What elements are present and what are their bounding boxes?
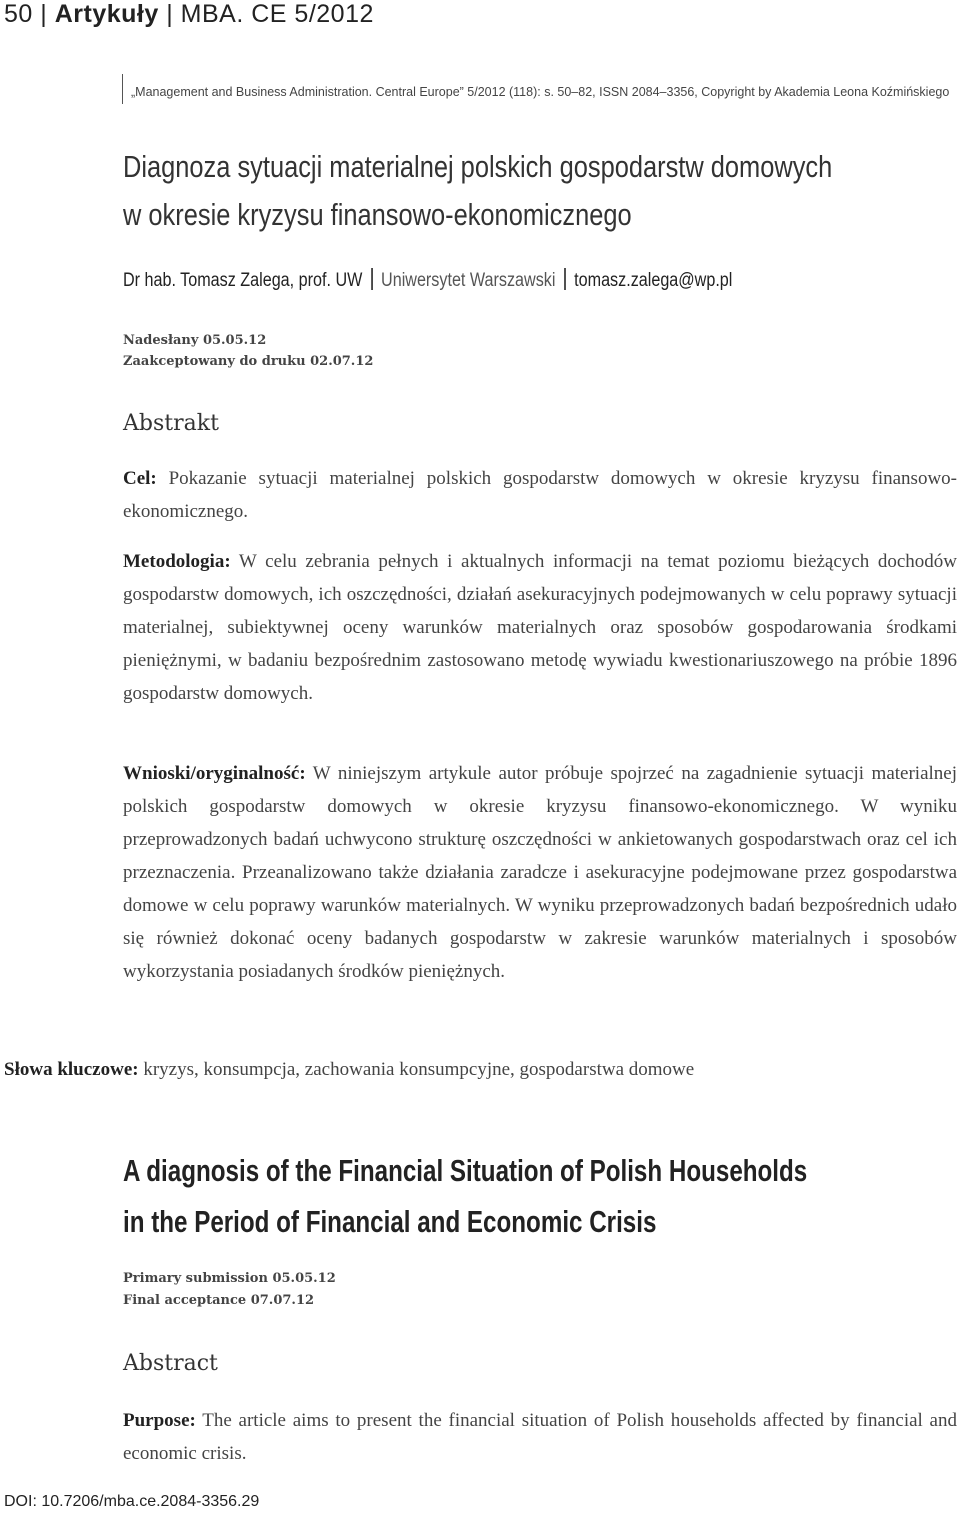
keywords (4, 1059, 694, 1081)
citation: „Management and Business Administration. Central Europe” 5/2012 (118): s. 50–82, ISSN 2084–3356, Copyright by Akademia Leona Koźmińskiego (131, 85, 950, 99)
separator (371, 268, 373, 290)
purpose-label: Purpose: (123, 1410, 196, 1431)
date-submitted: Nadesłany 05.05.12 (123, 333, 267, 348)
date-final-acceptance: Final acceptance 07.07.12 (123, 1293, 315, 1308)
keywords-label: Słowa kluczowe: (4, 1059, 139, 1080)
doi[interactable]: DOI: 10.7206/mba.ce.2084-3356.29 (4, 1493, 260, 1510)
title-english-line-1: A diagnosis of the Financial Situation of Polish Households (123, 1153, 808, 1188)
citation-rule (122, 74, 123, 104)
separator (564, 268, 566, 290)
journal-issue: MBA. CE 5/2012 (180, 0, 374, 28)
author-email[interactable]: tomasz.zalega@wp.pl (574, 270, 733, 291)
running-header (4, 0, 374, 29)
wnioski-text: W niniejszym artykule autor próbuje spojrzeć na zagadnienie sytuacji materialnej polskich gospodarstw domowych w okresie kryzysu finansowo-ekonomicznego. W wyniku przeprowadzonych badań uchwycono strukturę oszczędności w ankietowanych gospodarstwach oraz cel ich przeznaczenia. Przeanalizowano także działania zaradcze i asekuracyjne podejmowane przez gospodarstwa domowe w celu poprawy warunków materialnych. W wyniku przeprowadzonych badań bezpośrednich udało się również dokonać oceny badanych gospodarstw w zakresie warunków materialnych i sposobów wykorzystania posiadanych środków pieniężnych. (123, 763, 957, 982)
metodologia-label: Metodologia: (123, 551, 231, 572)
author-name: Dr hab. Tomasz Zalega, prof. UW (123, 270, 363, 291)
cel-text: Pokazanie sytuacji materialnej polskich gospodarstw domowych w okresie kryzysu finansowo-ekonomicznego. (123, 468, 957, 522)
title-polish-line-2: w okresie kryzysu finansowo-ekonomicznego (123, 197, 632, 232)
date-primary-submission: Primary submission 05.05.12 (123, 1271, 336, 1286)
wnioski-label: Wnioski/oryginalność: (123, 763, 306, 784)
page-number: 50 (4, 0, 33, 28)
cel-paragraph (123, 462, 957, 528)
section-name: Artykuły (54, 0, 159, 28)
purpose-text: The article aims to present the financial situation of Polish households affected by financial and economic crisis. (123, 1410, 957, 1464)
header-separator: | (166, 0, 181, 28)
metodologia-text: W celu zebrania pełnych i aktualnych informacji na temat poziomu bieżących dochodów gospodarstw domowych, ich oszczędności, działań asekuracyjnych podejmowanych w celu poprawy sytuacji materialnej, subiektywnej oceny warunków materialnych oraz sposobów gospodarowania środkami pieniężnymi, w badaniu bezpośrednim zastosowano metodę wywiadu kwestionariuszowego na próbie 1896 gospodarstw domowych. (123, 551, 957, 704)
metodologia-paragraph (123, 545, 957, 710)
title-english (123, 1145, 807, 1247)
cel-label: Cel: (123, 468, 157, 489)
abstract-heading: Abstract (123, 1351, 218, 1376)
abstrakt-heading: Abstrakt (123, 411, 219, 436)
title-polish-line-1: Diagnoza sytuacji materialnej polskich gospodarstw domowych (123, 149, 833, 184)
date-accepted: Zaakceptowany do druku 02.07.12 (123, 354, 374, 369)
title-polish (123, 143, 832, 239)
author-line (123, 268, 732, 292)
purpose-paragraph (123, 1404, 957, 1470)
author-affiliation: Uniwersytet Warszawski (381, 270, 556, 291)
title-english-line-2: in the Period of Financial and Economic Crisis (123, 1204, 657, 1239)
header-separator: | (40, 0, 55, 28)
wnioski-paragraph (123, 757, 957, 988)
keywords-text: kryzys, konsumpcja, zachowania konsumpcyjne, gospodarstwa domowe (138, 1059, 695, 1080)
